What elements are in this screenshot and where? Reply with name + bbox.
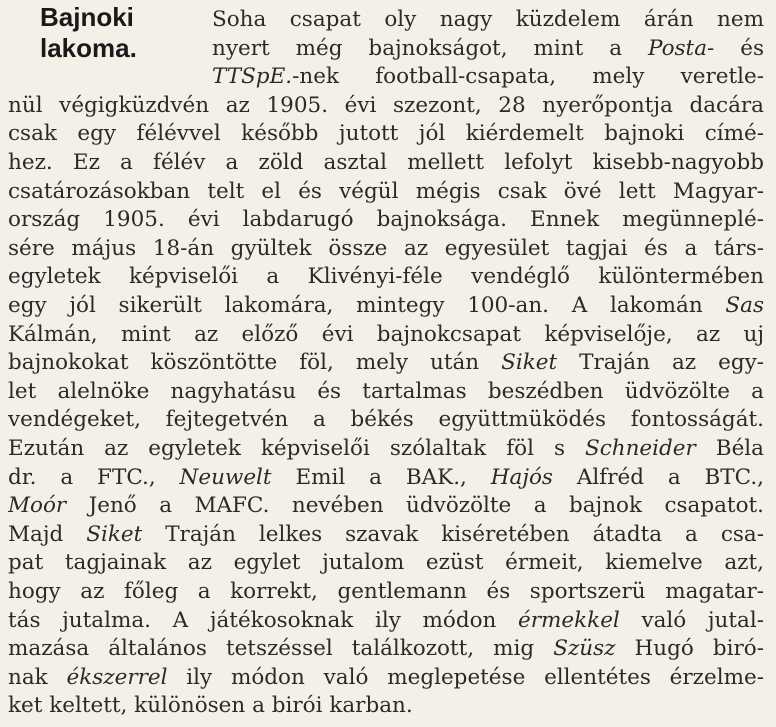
text-segment: vendégeket, fejtegetvén a békés együttmüködés fontosságát.: [8, 407, 764, 433]
text-segment: csatározásokban telt el és végül mégis csak övé lett Magyar-: [8, 178, 764, 204]
italic-name: TTSpE.: [212, 64, 293, 90]
text-line: [8, 376, 764, 407]
italic-name: Siket: [501, 350, 558, 376]
text-line: [8, 233, 764, 264]
text-segment: mazása általános tetszéssel találkozott, mig: [8, 636, 554, 662]
text-segment: egy jól sikerült lakomára, mintegy 100-an. A lakomán: [8, 293, 726, 318]
text-line: [8, 662, 764, 693]
text-segment: -nek football-csapata, mely veretle-: [292, 64, 764, 90]
text-line: [212, 61, 764, 92]
text-segment: dr. a FTC.,: [8, 464, 180, 490]
text-segment: bajnokokat köszöntötte föl, mely után: [8, 350, 502, 376]
text-segment: egyletek képviselői a Klivényi-féle vendéglő különtermében: [8, 264, 764, 290]
text-segment: tás jutalma. A játékosoknak ily módon: [8, 607, 519, 633]
italic-name: Hajós: [490, 464, 553, 490]
italic-name: Szüsz: [553, 636, 616, 662]
text-segment: csak egy félévvel később jutott jól kiérdemelt bajnoki címé-: [8, 121, 764, 147]
text-line: [212, 33, 764, 64]
italic-name: érmekkel: [518, 607, 620, 633]
text-segment: nak: [8, 664, 67, 690]
text-segment: pat tagjainak az egylet jutalom ezüst érmeit, kiemelve azt,: [8, 550, 764, 576]
headline-line-2: lakoma.: [40, 33, 137, 63]
text-segment: hez. Ez a félév a zöld asztal mellett lefolyt kisebb-nagyobb: [8, 150, 764, 175]
text-line: [8, 319, 764, 350]
text-line: [8, 433, 764, 464]
text-segment: nül végigküzdvén az 1905. évi szezont, 28 nyerőpontja dacára: [8, 92, 764, 118]
text-segment: Soha csapat oly nagy küzdelem árán nem: [212, 7, 764, 32]
italic-name: Schneider: [584, 436, 696, 461]
text-line: [8, 261, 764, 292]
text-segment: Kálmán, mint az előző évi bajnokcsapat képviselője, az uj: [8, 321, 764, 347]
text-segment: nyert még bajnokságot, mint a: [212, 35, 648, 61]
text-line: [8, 490, 764, 521]
text-line: [8, 547, 764, 578]
text-segment: Alfréd a BTC.,: [552, 464, 764, 490]
text-segment: ket keltett, különösen a birói karban.: [8, 693, 413, 719]
text-line: [8, 462, 764, 493]
text-segment: ily módon való meglepetése ellentétes érzelme-: [167, 664, 764, 690]
article-headline: [40, 2, 200, 64]
text-segment: hogy az főleg a korrekt, gentlemann és sportszerü magatar-: [8, 579, 764, 604]
text-line: [8, 519, 764, 550]
italic-name: ékszerrel: [66, 664, 168, 690]
text-line: [8, 605, 764, 636]
text-segment: és: [714, 35, 764, 61]
text-segment: Ezután az egyletek képviselői szólaltak föl s: [8, 436, 585, 461]
text-segment: ország 1905. évi labdarugó bajnoksága. Ennek megünneplé-: [8, 207, 764, 233]
text-line: [8, 147, 764, 178]
text-line: [8, 576, 764, 607]
text-segment: Béla: [695, 436, 764, 461]
text-line: [8, 404, 764, 435]
italic-name: Neuwelt: [179, 464, 272, 490]
text-line: [8, 176, 764, 207]
text-line: [8, 90, 764, 121]
text-line: [212, 4, 764, 35]
text-line: [8, 290, 764, 321]
text-line: [8, 204, 764, 235]
text-segment: let alelnöke nagyhatásu és tartalmas beszédben üdvözölte a: [8, 378, 764, 404]
text-line: [8, 347, 764, 378]
text-line: [8, 690, 764, 721]
text-line: [8, 633, 764, 664]
text-segment: sére május 18-án gyültek össze az egyesület tagjai és a társ-: [8, 235, 764, 261]
italic-name: Sas: [725, 293, 764, 318]
text-segment: Emil a BAK.,: [271, 464, 491, 490]
italic-name: Posta-: [647, 35, 715, 61]
text-segment: Traján lelkes szavak kiséretében átadta a csa-: [142, 521, 764, 547]
italic-name: Siket: [86, 521, 143, 547]
text-line: [8, 118, 764, 149]
text-segment: Traján az egy-: [557, 350, 764, 376]
text-segment: Jenő a MAFC. nevében üdvözölte a bajnok csapatot.: [66, 493, 764, 519]
headline-line-1: Bajnoki: [40, 2, 134, 32]
italic-name: Moór: [8, 493, 67, 519]
text-segment: való jutal-: [619, 607, 764, 633]
text-segment: Majd: [8, 521, 87, 547]
text-segment: Hugó biró-: [615, 636, 764, 662]
